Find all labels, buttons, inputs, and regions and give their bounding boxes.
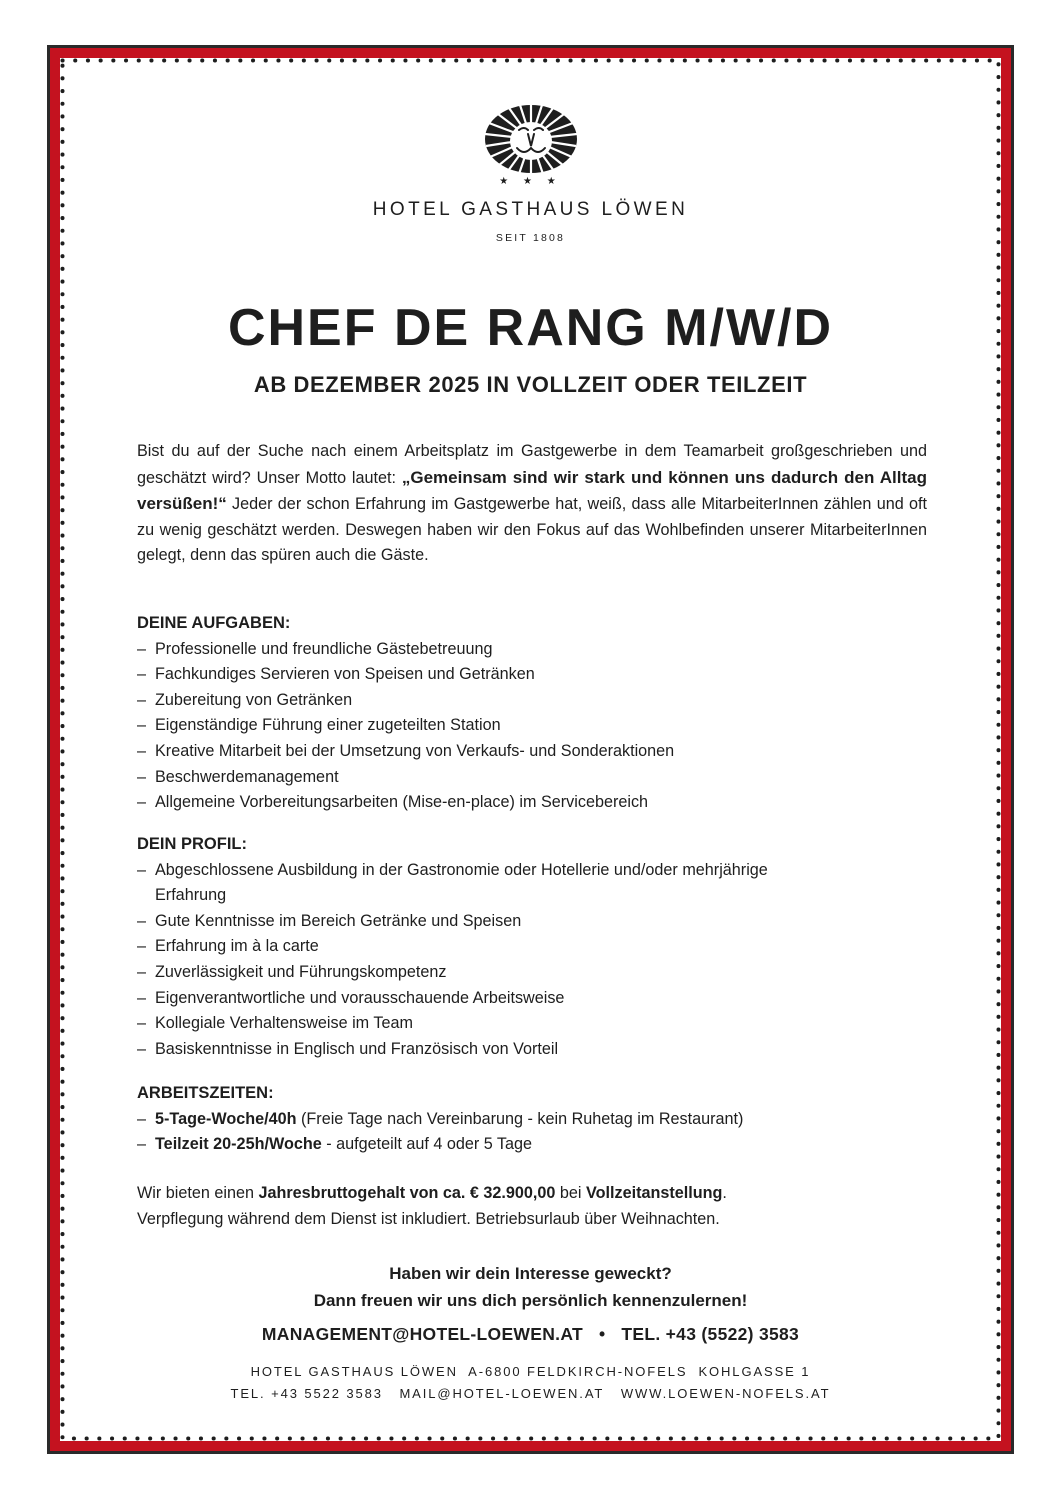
motto: „Gemeinsam sind wir stark und können uns dadurch den Alltag versüßen!“	[137, 467, 927, 514]
cta-line-1: Haben wir dein Interesse geweckt?	[389, 1264, 672, 1283]
list-item: – Eigenverantwortliche und vorausschauende Arbeitsweise	[137, 986, 797, 1012]
job-title: CHEF DE RANG M/W/D	[227, 299, 834, 357]
parttime-label: Teilzeit 20-25h/Woche	[155, 1135, 322, 1154]
footer-email-link[interactable]: MAIL@HOTEL-LOEWEN.AT	[399, 1386, 605, 1401]
intro-text-1: Bist du auf der Suche nach einem Arbeitsplatz im Gastgewerbe in dem Teamarbeit großgeschrieben und geschätzt wird? Unser Motto lautet:	[137, 442, 927, 487]
list-item: – Basiskenntnisse in Englisch und Französisch von Vorteil	[137, 1037, 797, 1063]
list-item: – Zubereitung von Getränken	[137, 688, 927, 714]
profile-section	[137, 832, 927, 1062]
lion-head-icon	[484, 104, 578, 174]
hours-heading: ARBEITSZEITEN:	[137, 1084, 274, 1102]
list-item: – Professionelle und freundliche Gästebetreuung	[137, 637, 927, 663]
footer-address: HOTEL GASTHAUS LÖWEN A-6800 FELDKIRCH-NOFELS KOHLGASSE 1	[250, 1364, 811, 1379]
tasks-heading: DEINE AUFGABEN:	[137, 614, 291, 632]
list-item: – Fachkundiges Servieren von Speisen und Getränken	[137, 662, 927, 688]
list-item: – Kollegiale Verhaltensweise im Team	[137, 1011, 797, 1037]
contact-phone[interactable]: TEL. +43 (5522) 3583	[621, 1324, 800, 1344]
list-item	[137, 1107, 927, 1133]
profile-list	[137, 858, 797, 1063]
list-item: – Allgemeine Vorbereitungsarbeiten (Mise-en-place) im Servicebereich	[137, 790, 927, 816]
job-subtitle: AB DEZEMBER 2025 IN VOLLZEIT ODER TEILZEIT	[253, 372, 808, 397]
list-item	[137, 1132, 927, 1158]
footer	[0, 1361, 1061, 1405]
hotel-name: HOTEL GASTHAUS LÖWEN	[372, 199, 689, 220]
fulltime-label: 5-Tage-Woche/40h	[155, 1109, 297, 1128]
profile-heading: DEIN PROFIL:	[137, 835, 247, 853]
list-item: – Kreative Mitarbeit bei der Umsetzung von Verkaufs- und Sonderaktionen	[137, 739, 927, 765]
salary-amount: Jahresbruttogehalt von ca. € 32.900,00	[258, 1184, 556, 1202]
salary-section	[137, 1181, 927, 1232]
salary-text: .	[722, 1184, 727, 1202]
list-item: – Erfahrung im à la carte	[137, 934, 797, 960]
salary-text: Wir bieten einen	[137, 1184, 259, 1202]
intro-text-2: Jeder der schon Erfahrung im Gastgewerbe hat, weiß, dass alle MitarbeiterInnen zählen und oft zu wenig geschätzt werden. Deswegen haben wir den Fokus auf das Wohlbefinden unserer MitarbeiterInnen gelegt, denn das spüren auch die Gäste.	[137, 495, 927, 565]
list-item: – Beschwerdemanagement	[137, 765, 927, 791]
hours-list	[137, 1107, 927, 1158]
benefits-line: Verpflegung während dem Dienst ist inkludiert. Betriebsurlaub über Weihnachten.	[137, 1209, 720, 1228]
hotel-since: SEIT 1808	[495, 232, 566, 244]
parttime-detail: - aufgeteilt auf 4 oder 5 Tage	[321, 1135, 533, 1154]
rating-stars: ★ ★ ★	[499, 176, 562, 187]
list-item: – Gute Kenntnisse im Bereich Getränke und Speisen	[137, 909, 797, 935]
tasks-section	[137, 611, 927, 816]
bullet-separator: •	[598, 1324, 606, 1344]
salary-text: bei	[555, 1184, 586, 1202]
call-to-action	[0, 1260, 1061, 1314]
footer-contacts	[0, 1383, 1061, 1405]
cta-line-2: Dann freuen wir uns dich persönlich kennenzulernen!	[313, 1291, 748, 1310]
contact-email-link[interactable]: MANAGEMENT@HOTEL-LOEWEN.AT	[261, 1324, 583, 1344]
hours-section	[137, 1081, 927, 1158]
list-item: – Eigenständige Führung einer zugeteilten Station	[137, 713, 927, 739]
intro-paragraph	[137, 439, 927, 569]
footer-phone[interactable]: TEL. +43 5522 3583	[230, 1386, 383, 1401]
tasks-list	[137, 637, 927, 816]
fulltime-detail: (Freie Tage nach Vereinbarung - kein Ruhetag im Restaurant)	[296, 1109, 744, 1128]
list-item: – Zuverlässigkeit und Führungskompetenz	[137, 960, 797, 986]
list-item: – Abgeschlossene Ausbildung in der Gastronomie oder Hotellerie und/oder mehrjährige Erfahrung	[137, 858, 797, 909]
employment-type: Vollzeitanstellung	[586, 1184, 723, 1202]
contact-line	[0, 1324, 1061, 1345]
salary-line	[137, 1181, 927, 1207]
footer-website-link[interactable]: WWW.LOEWEN-NOFELS.AT	[620, 1386, 831, 1401]
